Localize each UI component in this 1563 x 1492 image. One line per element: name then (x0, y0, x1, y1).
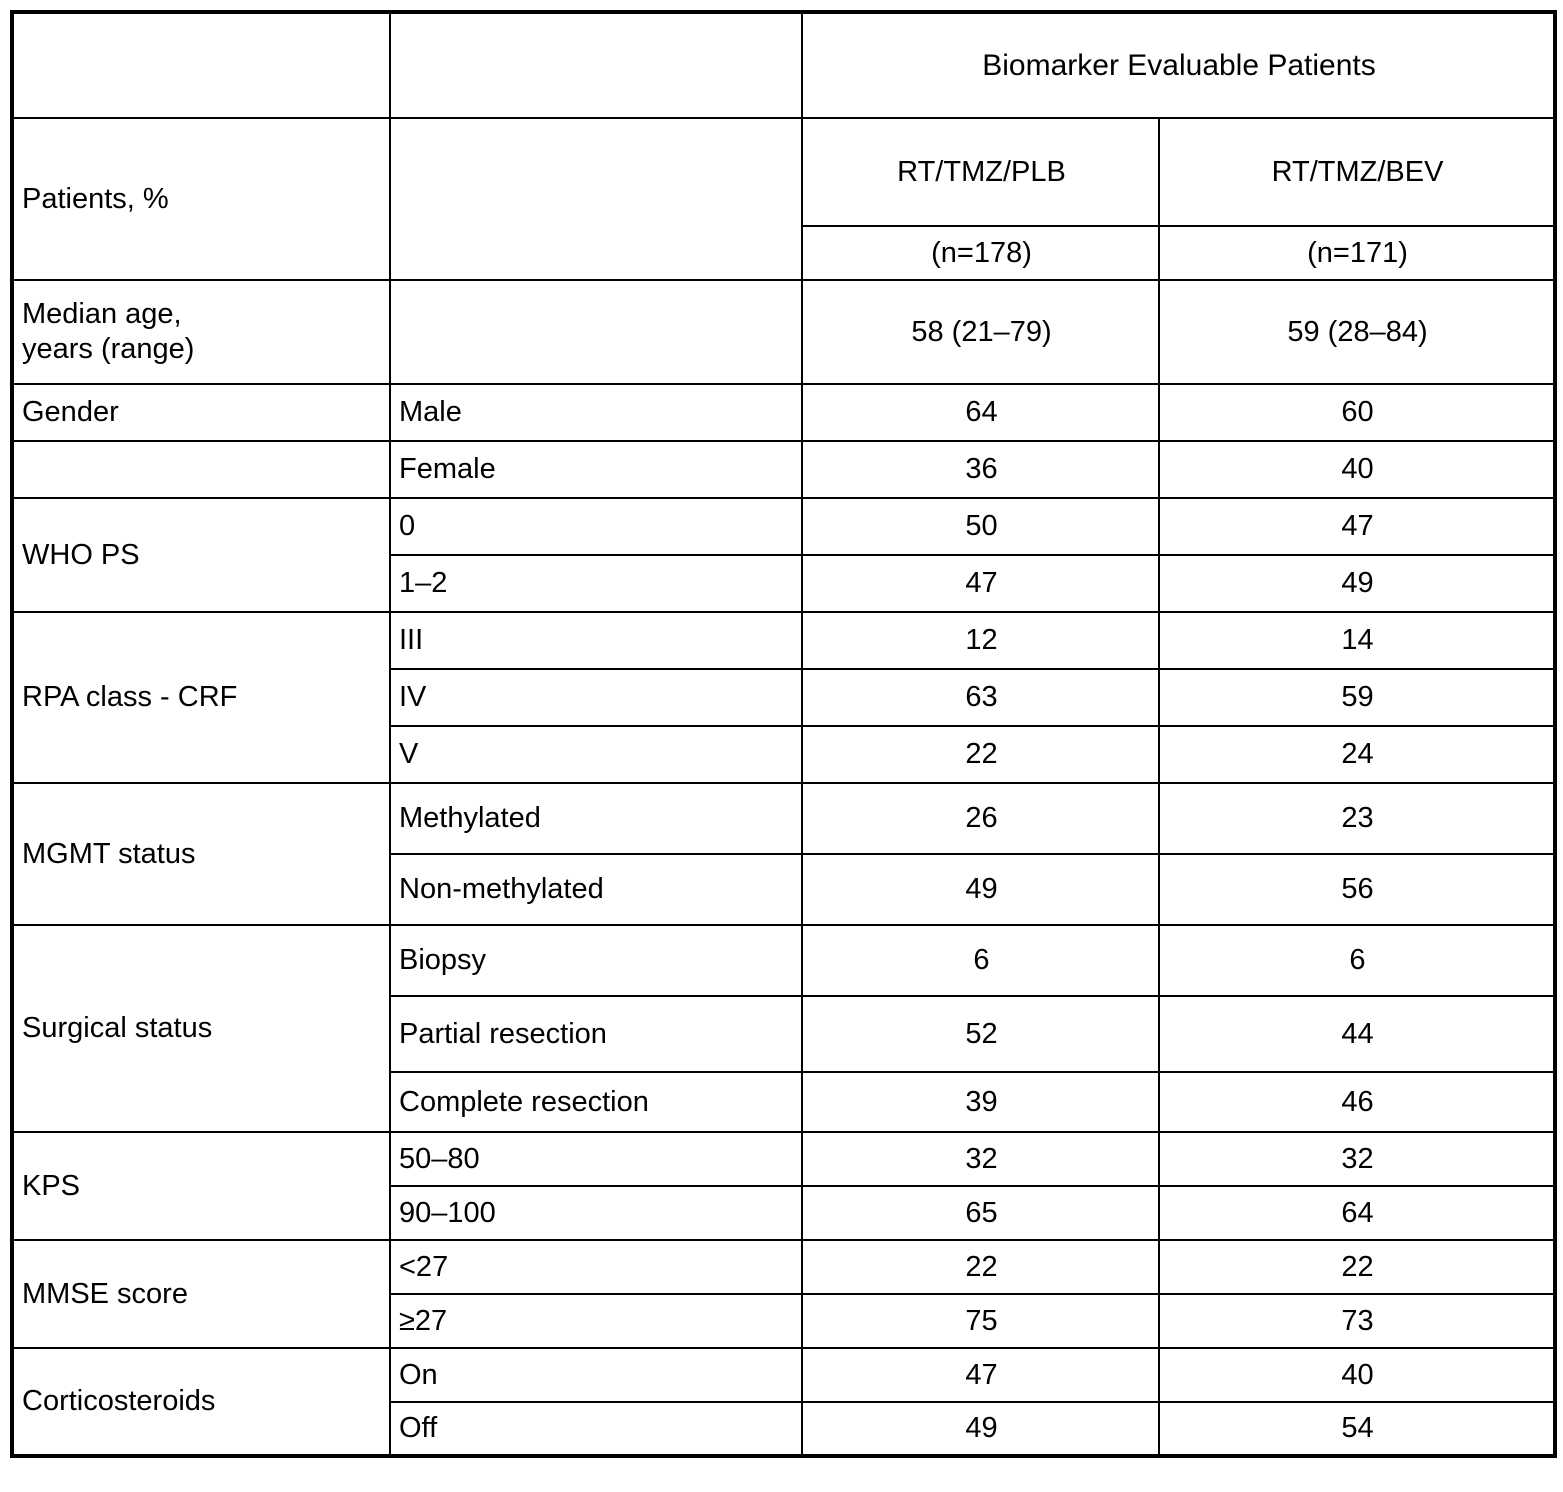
column-header-plb: RT/TMZ/PLB (802, 118, 1159, 226)
cell-plb: 22 (802, 726, 1159, 783)
cell-bev: 24 (1159, 726, 1555, 783)
cell-sub: V (390, 726, 802, 783)
cell-bev: 59 (1159, 669, 1555, 726)
cell-sub: Non-methylated (390, 854, 802, 925)
cell-category: Corticosteroids (12, 1348, 390, 1456)
column-n-bev: (n=171) (1159, 226, 1555, 280)
cell-sub: Biopsy (390, 925, 802, 996)
row-label-header: Patients, % (12, 118, 390, 280)
category-line-2: years (range) (22, 333, 195, 365)
header-row-group (12, 12, 1555, 118)
cell-bev: 6 (1159, 925, 1555, 996)
cell-category: KPS (12, 1132, 390, 1240)
table-row-gender-male (12, 384, 1555, 441)
cell-sub: <27 (390, 1240, 802, 1294)
cell-plb: 65 (802, 1186, 1159, 1240)
corner-cell-2 (390, 12, 802, 118)
table-row-corticosteroids-on (12, 1348, 1555, 1402)
cell-plb: 39 (802, 1072, 1159, 1132)
cell-bev: 44 (1159, 996, 1555, 1072)
cell-bev: 73 (1159, 1294, 1555, 1348)
cell-plb: 50 (802, 498, 1159, 555)
cell-category: Gender (12, 384, 390, 441)
cell-plb: 12 (802, 612, 1159, 669)
cell-sub: 90–100 (390, 1186, 802, 1240)
cell-bev: 49 (1159, 555, 1555, 612)
header-row-arms (12, 118, 1555, 226)
cell-bev: 47 (1159, 498, 1555, 555)
cell-plb: 58 (21–79) (802, 280, 1159, 384)
cell-plb: 32 (802, 1132, 1159, 1186)
table-row-gender-female (12, 441, 1555, 498)
cell-bev: 22 (1159, 1240, 1555, 1294)
table-row-kps-50-80 (12, 1132, 1555, 1186)
cell-plb: 52 (802, 996, 1159, 1072)
cell-sub (390, 280, 802, 384)
cell-bev: 54 (1159, 1402, 1555, 1456)
cell-bev: 23 (1159, 783, 1555, 854)
table-row-surgical-biopsy (12, 925, 1555, 996)
cell-sub: Methylated (390, 783, 802, 854)
cell-bev: 59 (28–84) (1159, 280, 1555, 384)
cell-sub: 50–80 (390, 1132, 802, 1186)
cell-category (12, 280, 390, 384)
cell-plb: 75 (802, 1294, 1159, 1348)
cell-plb: 36 (802, 441, 1159, 498)
table-row-mmse-lt27 (12, 1240, 1555, 1294)
cell-sub: 0 (390, 498, 802, 555)
cell-plb: 6 (802, 925, 1159, 996)
cell-sub: ≥27 (390, 1294, 802, 1348)
cell-sub: Off (390, 1402, 802, 1456)
cell-sub: IV (390, 669, 802, 726)
cell-bev: 14 (1159, 612, 1555, 669)
cell-category: RPA class - CRF (12, 612, 390, 783)
table-row-mgmt-methylated (12, 783, 1555, 854)
cell-plb: 49 (802, 854, 1159, 925)
cell-sub: Female (390, 441, 802, 498)
cell-sub: Complete resection (390, 1072, 802, 1132)
table-row-median-age (12, 280, 1555, 384)
cell-sub: Male (390, 384, 802, 441)
cell-category: MMSE score (12, 1240, 390, 1348)
column-n-plb: (n=178) (802, 226, 1159, 280)
cell-plb: 47 (802, 555, 1159, 612)
cell-plb: 22 (802, 1240, 1159, 1294)
cell-category: WHO PS (12, 498, 390, 612)
cell-bev: 64 (1159, 1186, 1555, 1240)
empty-subheader-cell (390, 118, 802, 280)
cell-plb: 47 (802, 1348, 1159, 1402)
table-row-rpa-iii (12, 612, 1555, 669)
cell-category (12, 441, 390, 498)
patient-characteristics-table (10, 10, 1557, 1458)
table-row-whops-0 (12, 498, 1555, 555)
cell-bev: 32 (1159, 1132, 1555, 1186)
category-line-1: Median age, (22, 298, 182, 331)
cell-category: MGMT status (12, 783, 390, 925)
cell-plb: 49 (802, 1402, 1159, 1456)
cell-bev: 60 (1159, 384, 1555, 441)
cell-sub: On (390, 1348, 802, 1402)
column-header-bev: RT/TMZ/BEV (1159, 118, 1555, 226)
cell-plb: 63 (802, 669, 1159, 726)
group-header: Biomarker Evaluable Patients (802, 12, 1555, 118)
cell-bev: 46 (1159, 1072, 1555, 1132)
cell-bev: 40 (1159, 1348, 1555, 1402)
cell-sub: 1–2 (390, 555, 802, 612)
corner-cell-1 (12, 12, 390, 118)
cell-plb: 64 (802, 384, 1159, 441)
cell-sub: III (390, 612, 802, 669)
cell-sub: Partial resection (390, 996, 802, 1072)
cell-plb: 26 (802, 783, 1159, 854)
cell-bev: 40 (1159, 441, 1555, 498)
cell-bev: 56 (1159, 854, 1555, 925)
cell-category: Surgical status (12, 925, 390, 1132)
